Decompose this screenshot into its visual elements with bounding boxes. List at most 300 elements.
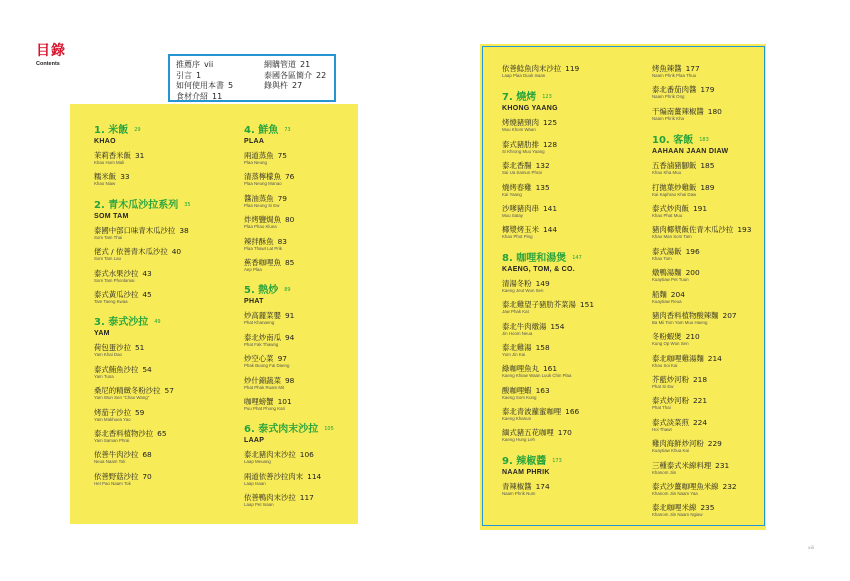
front-matter-entry	[264, 71, 326, 82]
front-matter-entry	[176, 81, 233, 92]
entry-transliteration: Jin Hoom Neua	[502, 330, 533, 336]
toc-entry	[502, 200, 652, 221]
entry-title-row	[652, 204, 802, 213]
section-english-title: PLAA	[244, 138, 265, 145]
section-title-text: 9. 辣椒醬	[502, 455, 547, 467]
toc-entry	[244, 372, 394, 393]
entry-title-row	[244, 194, 394, 203]
entry-title: 冬粉蝦煲	[652, 332, 682, 342]
front-matter-entry	[264, 81, 326, 92]
entry-page: 94	[284, 332, 295, 342]
entry-title-row	[244, 354, 394, 363]
entry-title: 燉鴨湯麵	[652, 268, 682, 278]
entry-transliteration: Kuaytiaw Khua Kai	[652, 448, 689, 454]
toc-entry	[502, 136, 652, 157]
front-matter-label: 泰國各區簡介	[264, 70, 312, 80]
toc-entry	[244, 147, 394, 168]
entry-title-row	[94, 450, 244, 459]
entry-page: 80	[284, 215, 295, 225]
toc-entry	[502, 221, 652, 242]
section-title	[652, 134, 802, 147]
entry-page: 132	[535, 161, 550, 171]
entry-title: 依善牛肉沙拉	[94, 450, 139, 460]
entry-transliteration: Plaa Neung Si Ew	[244, 202, 280, 208]
entry-page: 154	[550, 321, 565, 331]
entry-title-row	[244, 333, 394, 342]
toc-section	[502, 91, 652, 242]
entry-title: 泰式炒肉飯	[652, 203, 689, 213]
entry-transliteration: Naam Phrik Ong	[652, 94, 685, 100]
entry-title-row	[502, 322, 652, 331]
toc-entry	[502, 60, 652, 81]
toc-entry	[652, 200, 802, 221]
toc-entry	[94, 339, 244, 360]
entry-page: 59	[134, 407, 145, 417]
toc-entry	[244, 254, 394, 275]
entry-title: 椰漿烤玉米	[502, 225, 539, 235]
toc-entry	[244, 468, 394, 489]
entry-title-row	[502, 183, 652, 192]
toc-entry	[652, 350, 802, 371]
toc-entry	[94, 361, 244, 382]
toc-entry	[652, 60, 802, 81]
entry-title: 炸烤鹽焗魚	[244, 215, 281, 225]
section-english-title: KHAO	[94, 138, 116, 145]
entry-transliteration: Laap Meuang	[244, 459, 271, 465]
section-title	[94, 199, 244, 212]
entry-title-row	[652, 439, 802, 448]
toc-entry	[94, 404, 244, 425]
front-matter-column-2	[264, 60, 326, 92]
toc-entry	[94, 468, 244, 489]
toc-entry	[244, 211, 394, 232]
entry-transliteration: Kai Kaphrao Khai Daw	[652, 191, 697, 197]
toc-entry	[502, 382, 652, 403]
entry-transliteration: Yam Makhuea Yao	[94, 416, 131, 422]
entry-page: 101	[277, 396, 292, 406]
entry-transliteration: Phat Fak Thawng	[244, 341, 279, 347]
toc-section	[652, 134, 802, 521]
front-matter-entry	[264, 60, 326, 71]
section-page: 173	[552, 457, 562, 464]
entry-page: 221	[692, 396, 708, 406]
entry-title: 泰北咖哩米線	[652, 503, 697, 513]
entry-page: 196	[685, 246, 700, 256]
entry-transliteration: Khao Man Som Tam	[652, 234, 692, 240]
entry-title: 泰式鮪魚沙拉	[94, 364, 139, 374]
entry-title-row	[502, 225, 652, 234]
entry-title: 炒高麗菜嬰	[244, 311, 281, 321]
entry-transliteration: Khanom Jiin	[652, 469, 677, 475]
entry-page: 200	[685, 268, 700, 278]
toc-entry	[502, 275, 652, 296]
front-matter-label: 錄與杵	[264, 81, 288, 90]
right-column-1	[502, 60, 652, 508]
toc-entry	[94, 446, 244, 467]
entry-page: 191	[692, 203, 708, 213]
entry-page: 70	[142, 471, 152, 481]
entry-page: 174	[535, 481, 550, 491]
entry-title-row	[502, 161, 652, 170]
entry-title: 泰式豬肋排	[502, 139, 539, 149]
toc-entry	[652, 221, 802, 242]
entry-transliteration: Khao Tom	[652, 255, 672, 261]
entry-title: 泰國中部口味青木瓜沙拉	[94, 225, 176, 235]
entry-title: 船麵	[652, 289, 667, 299]
entry-page: 128	[542, 139, 558, 149]
entry-page: 54	[142, 364, 152, 374]
toc-entry	[652, 457, 802, 478]
toc-entry	[502, 339, 652, 360]
entry-page: 117	[299, 493, 314, 503]
front-matter-entry	[176, 71, 233, 82]
entry-title-row	[502, 140, 652, 149]
front-matter-page: 5	[228, 81, 234, 90]
entry-title: 炒空心菜	[244, 354, 274, 364]
entry-title: 桑尼的精緻冬粉沙拉	[94, 386, 161, 396]
entry-page: 149	[535, 278, 550, 288]
toc-entry	[244, 393, 394, 414]
section-title-text: 1. 米飯	[94, 125, 129, 136]
entry-page: 224	[692, 417, 708, 427]
toc-entry	[94, 147, 244, 168]
entry-title: 依善鯰魚肉末沙拉	[502, 64, 562, 73]
toc-section	[94, 316, 244, 489]
entry-transliteration: Som Tam Lao	[94, 256, 122, 262]
entry-page: 91	[284, 311, 295, 321]
front-matter-box	[168, 54, 336, 102]
front-matter-column-1	[176, 60, 233, 102]
toc-entry	[244, 329, 394, 350]
front-matter-label: 推薦序	[176, 60, 200, 69]
toc-entry	[652, 435, 802, 456]
toc-entry	[502, 114, 652, 135]
entry-title-row	[244, 237, 394, 246]
section-english-title: LAAP	[244, 437, 265, 445]
entry-transliteration: Laap Plaa Duuk Isaan	[502, 73, 546, 78]
toc-entry	[94, 222, 244, 243]
front-matter-page: 1	[196, 70, 202, 80]
toc-section	[244, 284, 394, 414]
section-title-text: 10. 客飯	[652, 135, 694, 147]
entry-title: 辣拌酥魚	[244, 236, 274, 246]
entry-title-row	[502, 364, 652, 373]
left-column-2	[244, 124, 394, 519]
entry-transliteration: Tam Taeng Kwaa	[94, 298, 128, 304]
entry-title-row	[502, 204, 652, 213]
entry-title-row	[94, 172, 244, 181]
entry-transliteration: Sai Ua Samun Phrai	[502, 170, 542, 176]
entry-title: 三種泰式米線料理	[652, 460, 712, 470]
entry-transliteration: Si Khrong Muu Yaang	[502, 148, 545, 154]
section-page: 35	[184, 201, 191, 208]
section-title-text: 2. 青木瓜沙拉系列	[94, 199, 179, 211]
toc-entry	[652, 478, 802, 499]
entry-transliteration: Kung Op Wun Sen	[652, 341, 689, 347]
entry-page: 193	[737, 225, 752, 235]
page-subtitle: Contents	[36, 61, 60, 67]
section-page: 147	[572, 254, 582, 261]
entry-transliteration: Khao Kha Muu	[652, 170, 682, 176]
entry-page: 177	[685, 64, 700, 73]
front-matter-page: 11	[212, 91, 223, 101]
toc-entry	[502, 296, 652, 317]
entry-title: 五香滷豬腳飯	[652, 161, 697, 171]
entry-title: 醬油蒸魚	[244, 193, 274, 203]
section-title	[94, 124, 244, 137]
section-title-text: 3. 泰式沙拉	[94, 317, 149, 329]
entry-title-row	[652, 161, 802, 170]
front-matter-entry	[176, 92, 233, 103]
entry-title: 清蒸檸檬魚	[244, 172, 281, 182]
entry-title: 烤茄子沙拉	[94, 407, 131, 417]
entry-transliteration: Phat Phak Ruam Mit	[244, 384, 285, 390]
toc-entry	[244, 168, 394, 189]
entry-title-row	[244, 151, 394, 160]
entry-title: 泰北咖哩雞湯麵	[652, 353, 704, 363]
entry-title: 烤燒豬頸肉	[502, 118, 539, 128]
toc-entry	[652, 243, 802, 264]
toc-section	[244, 423, 394, 510]
section-title-text: 5. 熱炒	[244, 285, 279, 297]
right-column-2	[652, 60, 802, 530]
entry-page: 33	[120, 172, 130, 182]
entry-title-row	[652, 354, 802, 363]
entry-transliteration: Kaeng Hung Leh	[502, 437, 535, 443]
entry-title: 燒烤春雞	[502, 182, 532, 192]
entry-title: 泰北雞湯	[502, 342, 532, 352]
entry-transliteration: Phak Buung Fai Daeng	[244, 363, 290, 369]
entry-page: 170	[557, 428, 572, 438]
entry-title: 豬肉椰漿飯佐青木瓜沙拉	[652, 225, 734, 235]
toc-entry	[652, 499, 802, 520]
entry-transliteration: Ba Mii Tom Yam Muu Haeng	[652, 319, 708, 325]
toc-section	[502, 252, 652, 446]
entry-transliteration: Khao Niaw	[94, 181, 116, 187]
toc-entry	[244, 233, 394, 254]
section-title	[502, 91, 652, 104]
section-title	[502, 252, 652, 265]
entry-transliteration: Hoi Thawt	[652, 426, 672, 432]
entry-title-row	[652, 290, 802, 299]
entry-title-row	[94, 429, 244, 438]
entry-page: 85	[284, 257, 295, 267]
entry-page: 151	[579, 300, 595, 310]
entry-title-row	[652, 311, 802, 320]
entry-title-row	[244, 258, 394, 267]
entry-title-row	[244, 472, 394, 481]
toc-entry	[652, 179, 802, 200]
entry-title-row	[652, 225, 802, 234]
section-page: 49	[154, 319, 161, 326]
section-page: 73	[284, 127, 291, 133]
entry-page: 125	[542, 118, 558, 128]
entry-title-row	[652, 268, 802, 277]
entry-page: 97	[277, 354, 287, 364]
entry-title: 泰北番茄肉醬	[652, 85, 697, 95]
entry-transliteration: Yum Jin Kai	[502, 351, 526, 357]
entry-page: 83	[277, 236, 287, 246]
entry-transliteration: Kuaytiaw Reua	[652, 298, 682, 304]
toc-entry	[652, 307, 802, 328]
section-english-title: SOM TAM	[94, 212, 129, 220]
entry-title-row	[244, 376, 394, 385]
entry-title-row	[502, 407, 652, 416]
entry-title: 兩道蒸魚	[244, 151, 274, 160]
entry-transliteration: Khanom Jiin Naam Ngiaw	[652, 512, 703, 518]
entry-title: 泰式黃瓜沙拉	[94, 289, 139, 299]
section-english-title: PHAT	[244, 298, 264, 306]
entry-title-row	[502, 343, 652, 352]
toc-entry	[652, 392, 802, 413]
entry-title-row	[94, 269, 244, 278]
entry-transliteration: Phat Thai	[652, 405, 671, 411]
entry-page: 189	[700, 182, 715, 192]
entry-transliteration: Naam Phrik Kha	[652, 115, 684, 121]
front-matter-label: 食材介紹	[176, 91, 208, 101]
entry-page: 158	[535, 342, 550, 352]
toc-section	[94, 199, 244, 308]
entry-page: 57	[164, 386, 174, 396]
section-title-text: 4. 鮮魚	[244, 125, 279, 136]
entry-transliteration: Plaa Neung Manao	[244, 181, 282, 187]
entry-title-row	[652, 183, 802, 192]
entry-title: 兩道依善沙拉肉末	[244, 471, 304, 481]
entry-transliteration: Phat Si Ew	[652, 384, 674, 390]
entry-title: 青辣椒醬	[502, 481, 532, 491]
entry-title-row	[244, 215, 394, 224]
entry-transliteration: Yam Khai Dao	[94, 352, 122, 358]
entry-title: 打拋葉炒雞飯	[652, 182, 697, 192]
entry-title: 荷包蛋沙拉	[94, 343, 131, 353]
toc-section	[244, 124, 394, 275]
toc-entry	[244, 190, 394, 211]
entry-title: 干煸南薑辣椒醬	[652, 106, 704, 116]
front-matter-entry	[176, 60, 233, 71]
toc-entry	[244, 489, 394, 510]
entry-page: 51	[134, 343, 145, 353]
entry-transliteration: Khao Phot Ping	[502, 234, 533, 240]
entry-transliteration: Khao Phat Muu	[652, 212, 683, 218]
entry-transliteration: Kaeng Khiaw Waan Luuk Chin Plaa	[502, 373, 572, 379]
toc-entry	[502, 403, 652, 424]
page-title: 目錄	[36, 43, 66, 59]
entry-title-row	[244, 450, 394, 459]
entry-title-row	[502, 428, 652, 437]
entry-title: 豬肉香料植物酸辣麵	[652, 310, 719, 320]
entry-transliteration: Yam Saman Phrai	[94, 437, 130, 443]
entry-page: 65	[157, 428, 167, 438]
entry-page: 141	[542, 203, 558, 213]
entry-title: 泰北炒南瓜	[244, 332, 281, 342]
entry-transliteration: Muu Khom Waan	[502, 127, 536, 133]
entry-transliteration: Khao Soi Kai	[652, 362, 678, 368]
entry-title-row	[652, 482, 802, 491]
entry-title-row	[94, 151, 244, 160]
entry-page: 218	[692, 375, 708, 385]
section-page: 105	[324, 426, 334, 433]
entry-title-row	[94, 408, 244, 417]
toc-entry	[244, 350, 394, 371]
entry-transliteration: Jaw Phak Kat	[502, 309, 529, 315]
toc-entry	[652, 103, 802, 124]
entry-title: 依善野菇沙拉	[94, 471, 139, 481]
front-matter-page: vii	[204, 60, 214, 69]
entry-title-row	[244, 493, 394, 502]
entry-title: 炒什錦蔬菜	[244, 375, 281, 385]
entry-page: 229	[707, 439, 722, 449]
entry-page: 38	[179, 225, 189, 235]
entry-title-row	[94, 290, 244, 299]
entry-transliteration: Som Tam Thai	[94, 234, 123, 240]
entry-title-row	[94, 226, 244, 235]
section-title	[502, 455, 652, 468]
entry-title-row	[652, 418, 802, 427]
entry-page: 179	[700, 85, 715, 95]
entry-title-row	[502, 64, 652, 73]
entry-transliteration: Neua Naam Tok	[94, 459, 126, 465]
toc-entry	[502, 318, 652, 339]
entry-transliteration: Khao Hom Mali	[94, 160, 125, 165]
entry-title: 泰北豬肉末沙拉	[244, 450, 296, 460]
toc-entry	[652, 286, 802, 307]
entry-transliteration: Kaeng Khanun	[502, 416, 532, 422]
entry-page: 231	[715, 460, 730, 470]
entry-page: 210	[685, 332, 700, 342]
entry-page: 204	[670, 289, 685, 299]
entry-title-row	[502, 279, 652, 288]
entry-title-row	[94, 343, 244, 352]
entry-transliteration: Aep Plaa	[244, 266, 262, 272]
entry-title: 泰北雞望子豬肋芥菜湯	[502, 300, 576, 310]
entry-title-row	[652, 461, 802, 470]
front-matter-label: 引言	[176, 70, 192, 80]
entry-title: 泰式沙薑咖哩魚米線	[652, 482, 719, 492]
entry-title: 雞肉海鮮炒河粉	[652, 439, 704, 449]
entry-transliteration: Het Pao Naam Tok	[94, 480, 131, 486]
entry-title-row	[652, 107, 802, 116]
entry-page: 76	[284, 172, 295, 182]
toc-section	[94, 124, 244, 190]
toc-entry	[94, 286, 244, 307]
entry-page: 207	[722, 310, 737, 320]
entry-title: 緬式豬五花咖哩	[502, 428, 554, 438]
entry-title: 佬式 / 依善青木瓜沙拉	[94, 247, 168, 257]
entry-page: 98	[284, 375, 295, 385]
entry-title-row	[244, 172, 394, 181]
section-title	[94, 316, 244, 329]
entry-title-row	[652, 247, 802, 256]
toc-entry	[502, 360, 652, 381]
toc-entry	[502, 157, 652, 178]
entry-title-row	[244, 311, 394, 320]
front-matter-page: 27	[292, 81, 303, 90]
entry-title-row	[244, 397, 394, 406]
entry-page: 68	[142, 450, 152, 460]
entry-title-row	[652, 332, 802, 341]
toc-entry	[502, 424, 652, 445]
toc-entry	[94, 425, 244, 446]
toc-entry	[94, 265, 244, 286]
entry-transliteration: Kai Yaang	[502, 191, 522, 197]
entry-page: 163	[535, 385, 550, 395]
page-number: xiii	[808, 546, 815, 551]
entry-page: 31	[134, 151, 145, 160]
section-english-title: KAENG, TOM, & CO.	[502, 265, 576, 273]
entry-page: 43	[142, 268, 152, 278]
entry-title: 泰北香腸	[502, 161, 532, 171]
entry-title: 泰式炒河粉	[652, 396, 689, 406]
